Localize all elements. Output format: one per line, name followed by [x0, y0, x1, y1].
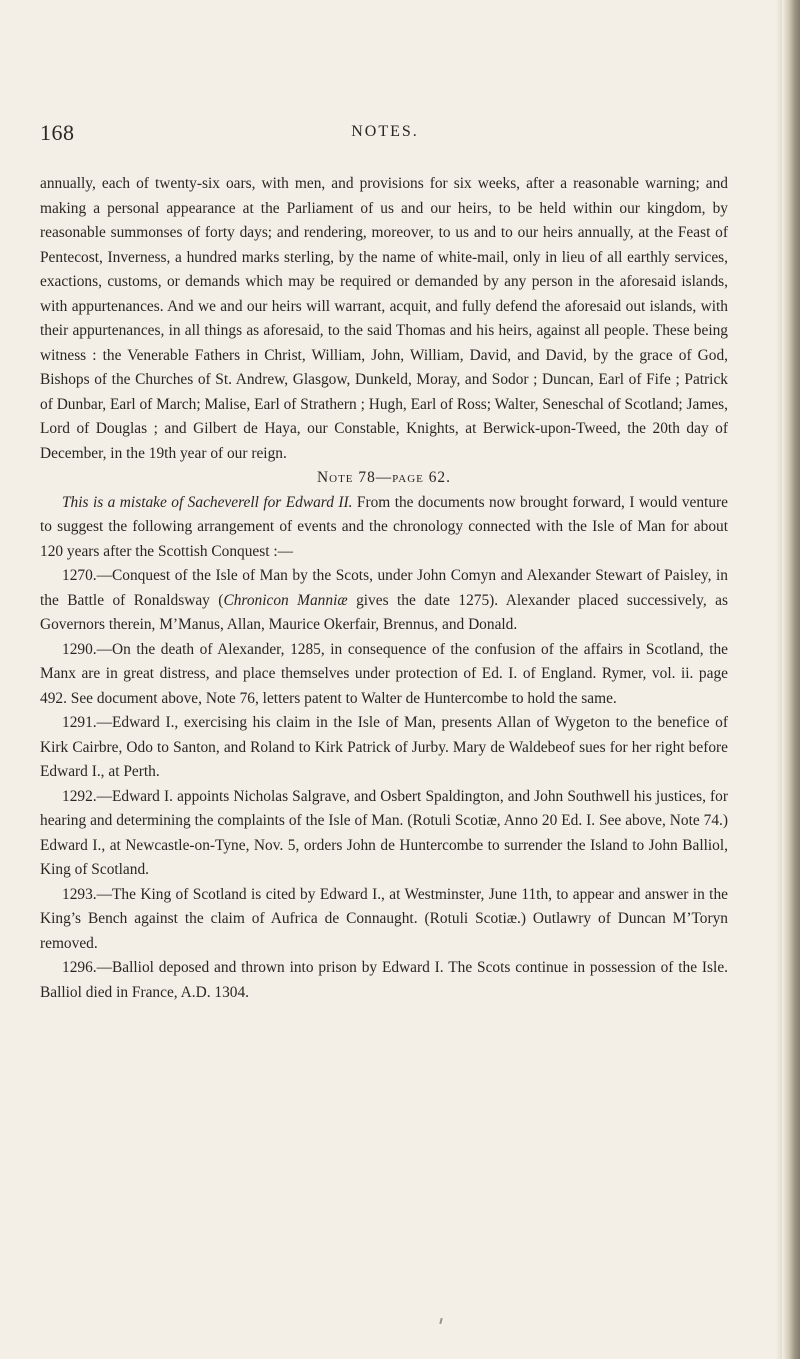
- entry-1290: 1290.—On the death of Alexander, 1285, in consequence of the confusion of the affairs in Scotland, the Manx are in great distress, and place themselves under protection of Ed. I. of England. Rymer, vol. ii. page 492. See document above, Note 76, letters patent to Walter de Huntercombe to hold the same.: [40, 640, 728, 707]
- note-intro-text: From the documents now brought forward, I would venture to suggest the following arrangement of events and the chronology connected with the Isle of Man for about 120 years after the Scottish Conquest :—: [40, 493, 728, 560]
- note-intro: [40, 491, 728, 565]
- page-number: 168: [40, 120, 75, 145]
- paper-speck: [439, 1318, 442, 1324]
- page-header: [40, 120, 730, 150]
- entry-1296: 1296.—Balliol deposed and thrown into prison by Edward I. The Scots continue in possession of the Isle. Balliol died in France, A.D. 1304.: [40, 959, 728, 1001]
- body-text: [40, 172, 728, 1005]
- entry-1270-text-a: 1270.—Conquest of the Isle of Man by the Scots, under John Comyn and Alexander Stewart of Paisley, in the Battle of Ronaldsway (: [40, 567, 728, 609]
- note-heading: Note 78—page 62.: [317, 469, 451, 486]
- entry-1293: 1293.—The King of Scotland is cited by Edward I., at Westminster, June 11th, to appear and answer in the King’s Bench against the claim of Aufrica de Connaught. (Rotuli Scotiæ.) Outlawry of Duncan M’Toryn removed.: [40, 885, 728, 952]
- entry-1270-italic: Chronicon Manniæ: [223, 591, 348, 609]
- entry-1292: 1292.—Edward I. appoints Nicholas Salgrave, and Osbert Spaldington, and John Southwell his justices, for hearing and determining the complaints of the Isle of Man. (Rotuli Scotiæ, Anno 20 Ed. I. See above, Note 74.) Edward I., at Newcastle-on-Tyne, Nov. 5, orders John de Huntercombe to surrender the Island to John Balliol, King of Scotland.: [40, 787, 728, 878]
- entry-1270: [40, 564, 728, 638]
- page-edge-shadow: [782, 0, 800, 1359]
- note-intro-italic: This is a mistake of Sacheverell for Edward II.: [62, 493, 353, 511]
- entry-1270-text-b: gives the date 1275). Alexander placed successively, as Governors therein, M’Manus, Allan, Maurice Okerfair, Brennus, and Donald.: [40, 591, 728, 633]
- paragraph-continuation: annually, each of twenty-six oars, with men, and provisions for six weeks, after a reasonable warning; and making a personal appearance at the Parliament of us and our heirs, to be held within our kingdom, by reasonable summonses of forty days; and rendering, moreover, to us and to our heirs annually, at the Feast of Pentecost, Inverness, a hundred marks sterling, by the name of white-mail, only in lieu of all earthly services, exactions, customs, or demands which may be required or demanded by any person in the aforesaid islands, with appurtenances. And we and our heirs will warrant, acquit, and fully defend the aforesaid out islands, with their appurtenances, in all things as aforesaid, to the said Thomas and his heirs, against all people. These being witness : the Venerable Fathers in Christ, William, John, William, David, and David, by the grace of God, Bishops of the Churches of St. Andrew, Glasgow, Dunkeld, Moray, and Sodor ; Duncan, Earl of Fife ; Patrick of Dunbar, Earl of March; Malise, Earl of Strathern ; Hugh, Earl of Ross; Walter, Seneschal of Scotland; James, Lord of Douglas ; and Gilbert de Haya, our Constable, Knights, at Berwick-upon-Tweed, the 20th day of December, in the 19th year of our reign.: [40, 175, 728, 462]
- running-head: NOTES.: [351, 123, 419, 140]
- entry-1291: 1291.—Edward I., exercising his claim in the Isle of Man, presents Allan of Wygeton to the benefice of Kirk Cairbre, Odo to Santon, and Roland to Kirk Patrick of Jurby. Mary de Waldebeof sues for her right before Edward I., at Perth.: [40, 714, 728, 780]
